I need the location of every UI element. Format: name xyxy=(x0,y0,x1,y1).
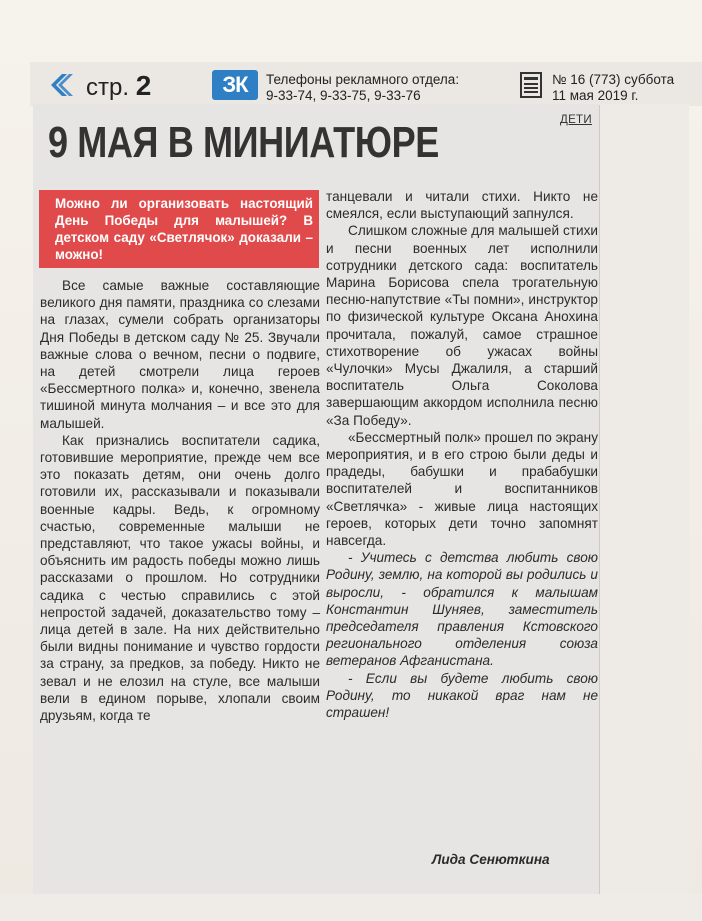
issue-date: 11 мая 2019 г. xyxy=(552,88,639,103)
ad-phones xyxy=(266,72,496,106)
article-lead: Можно ли организовать настоящий День Победы для малышей? В детском саду «Светлячок» доказали – можно! xyxy=(39,190,319,268)
paragraph: Слишком сложные для малышей стихи и песни военных лет исполнили сотрудники детского сада: воспитатель Марина Борисова спела трогательную песню-напутствие «Ты помни», инструктор по физической культуре Оксана Анохина прочитала, пожалуй, самое страшное стихотворение об ужасах войны «Чулочки» Мусы Джалиля, а старший воспитатель Ольга Соколова завершающим аккордом исполнила песню «За Победу». xyxy=(326,223,598,428)
article-title: 9 МАЯ В МИНИАТЮРЕ xyxy=(48,118,439,167)
paragraph: Все самые важные составляющие великого дня памяти, праздника со слезами на глазах, сумели собрать организаторы Дня Победы в детском саду № 25. Звучали важные слова о вечном, песни о подвиге, на детей смотрели лица героев «Бессмертного полка» и, конечно, звенела тишиной минута молчания – и все это для малышей. xyxy=(40,278,320,431)
paragraph: Как признались воспитатели садика, готовившие мероприятие, прежде чем все это показать детям, они очень долго готовили их, рассказывали и показывали военные кадры. Ведь, к огромному счастью, современные малыши не представляют, что такое ужасы войны, и объяснить им радость победы можно лишь рассказами о прошлом. Но сотрудники садика с честью справились с этой непростой задачей, доказательство тому – лица детей в зале. На них действительно были видны понимание и чувство гордости за страну, за предков, за победу. Никто не зевал и не елозил на стуле, все малыши вели в едином порыве, хлопали своим друзьям, когда те xyxy=(40,432,320,724)
issue-number: № 16 (773) суббота xyxy=(552,72,675,87)
section-label: ДЕТИ xyxy=(560,114,592,126)
issue-info xyxy=(552,72,702,106)
quote-paragraph: - Если вы будете любить свою Родину, то никакой враг нам не страшен! xyxy=(326,670,598,721)
chevron-left-icon xyxy=(48,72,74,98)
quote-paragraph: - Учитесь с детства любить свою Родину, землю, на которой вы родились и выросли, - обратился к малышам Константин Шуняев, заместитель председателя правления Кстовского регионального отделения союза ветеранов Афганистана. xyxy=(326,550,598,669)
article-author: Лида Сенюткина xyxy=(432,852,550,867)
newspaper-logo: ЗК xyxy=(212,70,258,100)
newspaper-icon xyxy=(520,72,542,98)
clipping-margin xyxy=(599,104,689,894)
page-bottom xyxy=(0,894,702,921)
page-number-value: 2 xyxy=(135,70,152,101)
page-prefix: стр. xyxy=(86,74,130,101)
article-column-1 xyxy=(40,190,320,724)
ad-phones-numbers: 9-33-74, 9-33-75, 9-33-76 xyxy=(266,88,421,103)
paragraph: танцевали и читали стихи. Никто не смеялся, если выступающий запнулся. xyxy=(326,189,598,222)
paragraph: «Бессмертный полк» прошел по экрану мероприятия, и в его строю были деды и прадеды, бабушки и прабабушки воспитателей и воспитанников «Светлячка» - живые лица настоящих героев, которых дети точно запомнят навсегда. xyxy=(326,429,598,549)
ad-phones-label: Телефоны рекламного отдела: xyxy=(266,72,460,87)
article-column-2 xyxy=(326,188,598,721)
page-number xyxy=(86,70,151,102)
